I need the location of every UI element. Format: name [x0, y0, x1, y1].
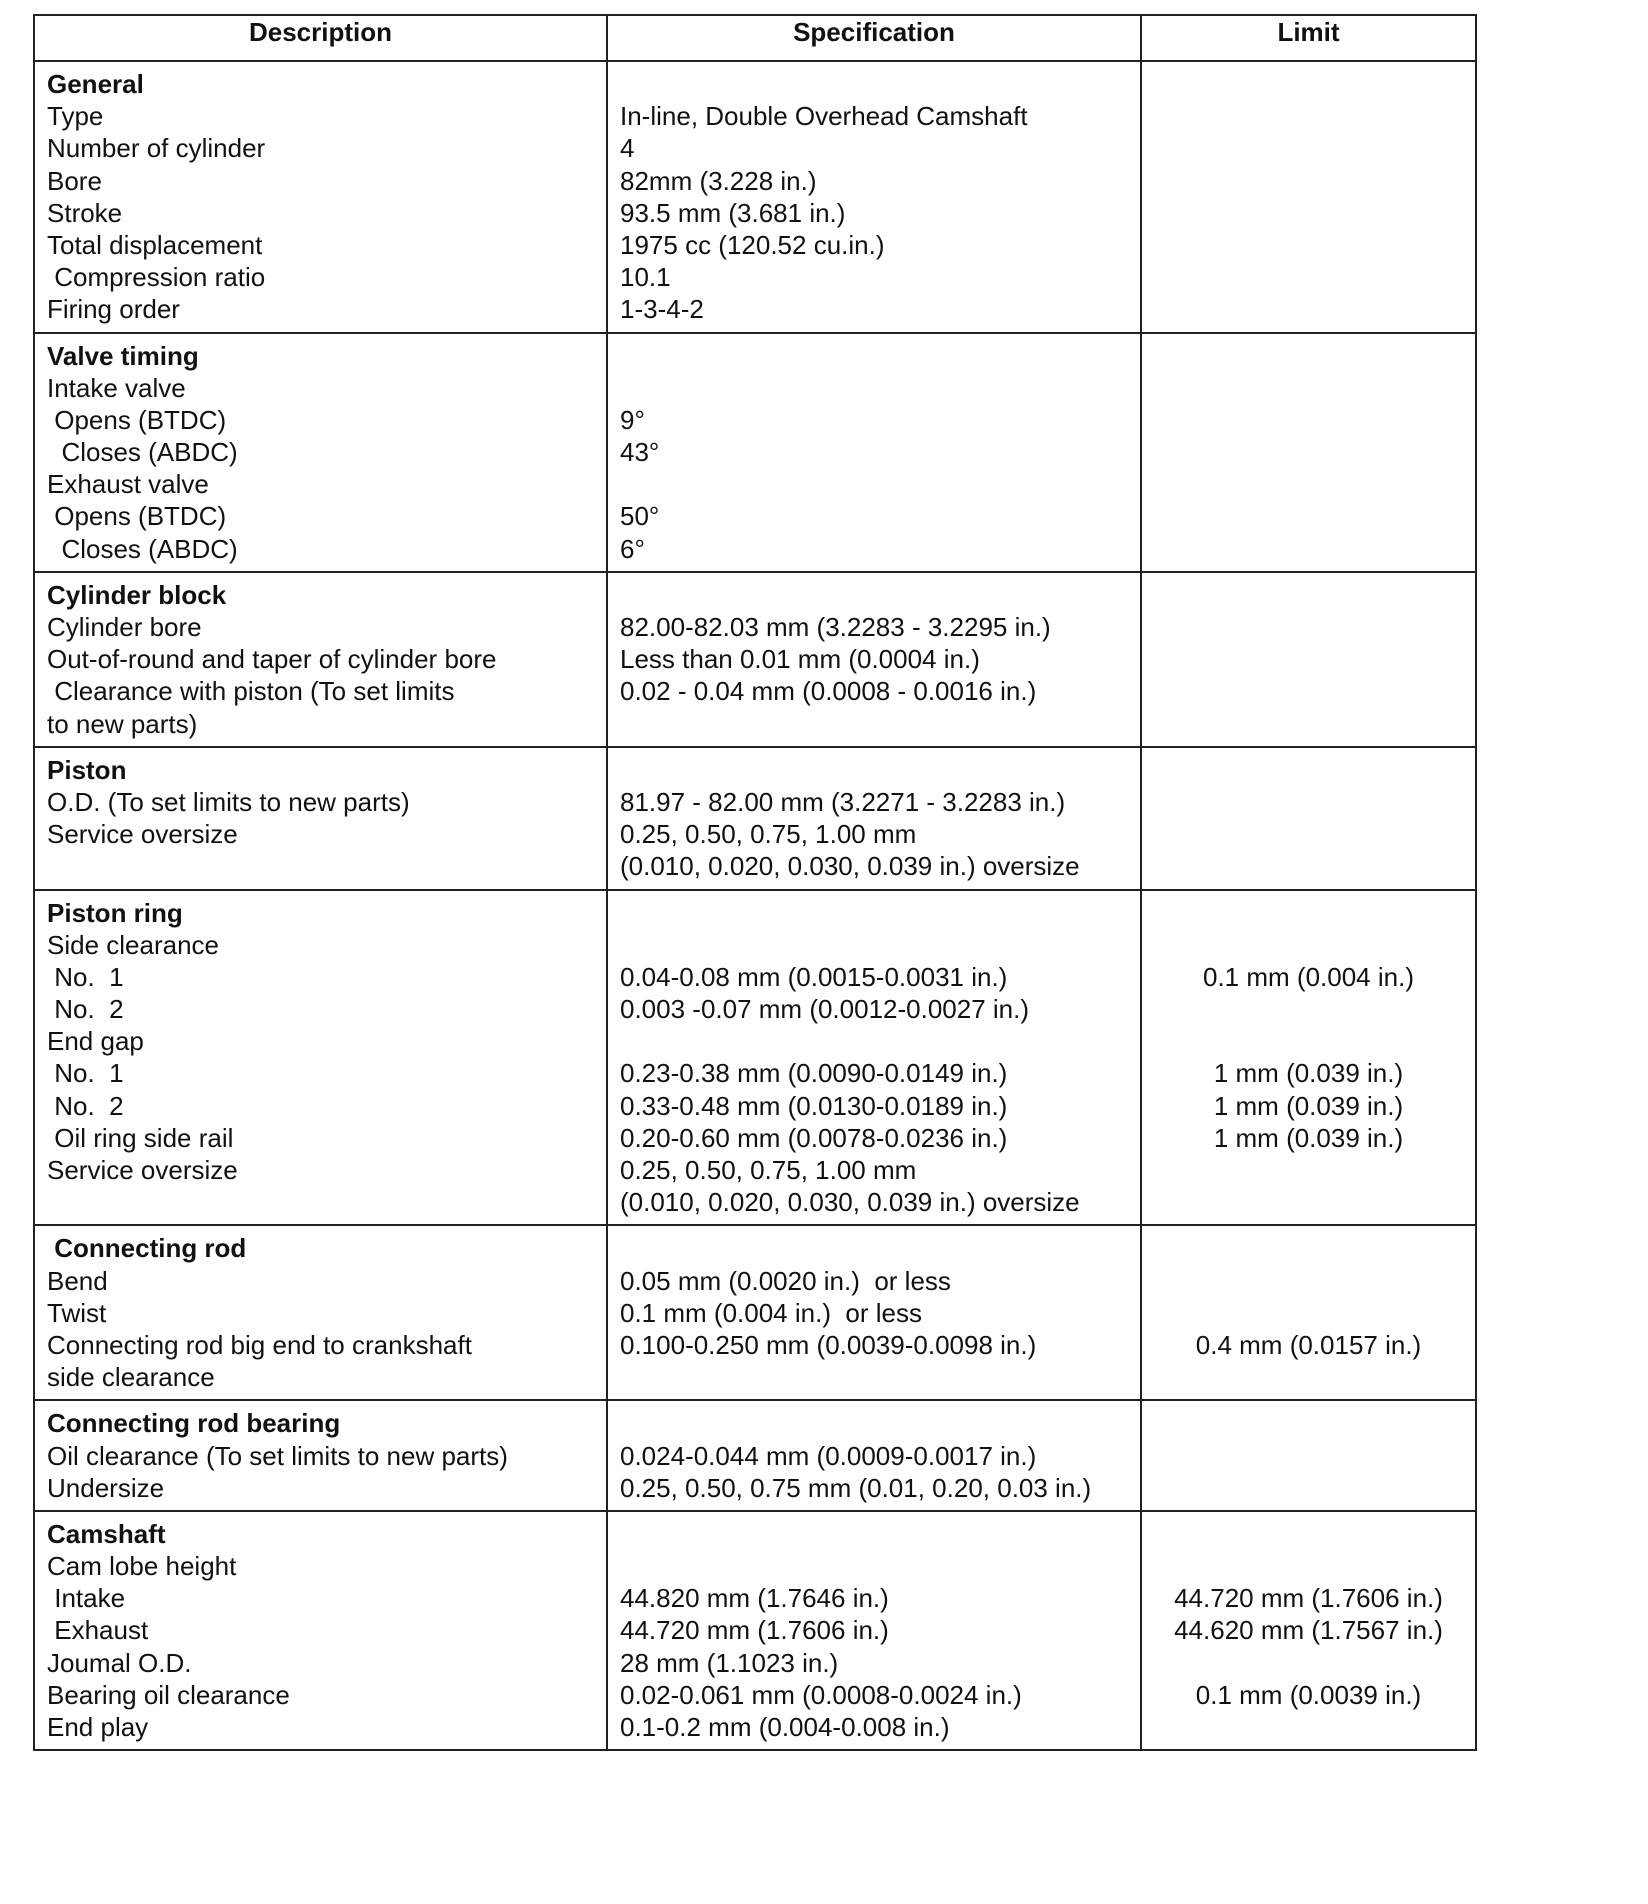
specification-line: 0.25, 0.50, 0.75, 1.00 mm	[620, 819, 917, 850]
limit-line	[1142, 643, 1475, 675]
limit-line	[1142, 533, 1475, 565]
section-heading: Valve timing	[47, 340, 199, 371]
specification-line: 0.02-0.061 mm (0.0008-0.0024 in.)	[620, 1679, 1022, 1710]
description-line: Service oversize	[47, 1155, 238, 1185]
specification-cell	[607, 333, 1141, 572]
description-line	[47, 1186, 606, 1218]
limit-line	[1142, 1440, 1475, 1472]
blank-line	[1142, 340, 1475, 372]
specification-cell	[607, 572, 1141, 747]
blank-line	[620, 1407, 1140, 1439]
description-line: Service oversize	[47, 819, 238, 850]
specification-line: 0.02 - 0.04 mm (0.0008 - 0.0016 in.)	[620, 676, 1037, 707]
limit-line	[1142, 165, 1475, 197]
limit-line	[1142, 100, 1475, 132]
description-line: Opens (BTDC)	[47, 501, 227, 532]
description-line: to new parts)	[47, 708, 198, 739]
limit-cell	[1141, 747, 1476, 890]
blank-line	[1142, 579, 1475, 611]
specification-cell	[607, 1511, 1141, 1750]
description-line: Intake	[47, 1583, 126, 1614]
description-line: Bend	[47, 1265, 108, 1296]
specification-line: 0.1-0.2 mm (0.004-0.008 in.)	[620, 1712, 950, 1742]
limit-line	[1142, 293, 1475, 325]
description-line: Side clearance	[47, 929, 219, 960]
specification-line	[620, 708, 1140, 740]
specification-line: 43°	[620, 437, 660, 468]
description-line: No. 2	[47, 994, 124, 1025]
blank-line	[1142, 1518, 1475, 1550]
specification-cell	[607, 61, 1141, 333]
limit-line	[1142, 132, 1475, 164]
specification-line: 0.25, 0.50, 0.75, 1.00 mm	[620, 1155, 917, 1185]
limit-line: 44.720 mm (1.7606 in.)	[1174, 1583, 1443, 1614]
specification-line: 1975 cc (120.52 cu.in.)	[620, 229, 885, 260]
description-line: Closes (ABDC)	[47, 533, 238, 564]
description-line: Type	[47, 101, 104, 132]
specification-line	[620, 468, 1140, 500]
limit-line	[1142, 993, 1475, 1025]
limit-line	[1142, 708, 1475, 740]
limit-line	[1142, 468, 1475, 500]
description-line: Connecting rod big end to crankshaft	[47, 1329, 472, 1360]
description-line: No. 1	[47, 961, 124, 992]
specification-line: 9°	[620, 404, 645, 435]
description-cell	[34, 890, 607, 1226]
specification-line: Less than 0.01 mm (0.0004 in.)	[620, 644, 980, 675]
limit-line	[1142, 1025, 1475, 1057]
description-line: No. 1	[47, 1058, 124, 1089]
specification-line: 4	[620, 133, 635, 164]
blank-line	[620, 754, 1140, 786]
limit-cell	[1141, 333, 1476, 572]
section-row	[34, 747, 1476, 890]
blank-line	[620, 897, 1140, 929]
description-line: Cylinder bore	[47, 612, 202, 642]
limit-line	[1142, 1186, 1475, 1218]
limit-line: 1 mm (0.039 in.)	[1213, 1090, 1404, 1121]
limit-line	[1142, 1647, 1475, 1679]
blank-line	[1142, 754, 1475, 786]
specification-line: 0.05 mm (0.0020 in.) or less	[620, 1265, 951, 1296]
description-line: Clearance with piston (To set limits	[47, 676, 455, 707]
header-row	[34, 15, 1476, 61]
specification-line: 6°	[620, 533, 645, 564]
section-row	[34, 1511, 1476, 1750]
description-line: Bearing oil clearance	[47, 1679, 290, 1710]
description-line: Joumal O.D.	[47, 1647, 192, 1678]
section-row	[34, 1400, 1476, 1511]
blank-line	[1142, 68, 1475, 100]
limit-line: 0.1 mm (0.004 in.)	[1203, 961, 1414, 992]
specification-cell	[607, 1225, 1141, 1400]
limit-line: 1 mm (0.039 in.)	[1213, 1058, 1404, 1089]
description-line: Bore	[47, 165, 102, 196]
section-row	[34, 333, 1476, 572]
limit-line	[1142, 929, 1475, 961]
specification-line	[620, 1025, 1140, 1057]
specification-line	[620, 1361, 1140, 1393]
limit-line	[1142, 1550, 1475, 1582]
limit-line	[1142, 197, 1475, 229]
limit-line	[1142, 786, 1475, 818]
description-line: side clearance	[47, 1362, 215, 1393]
specification-line: 82.00-82.03 mm (3.2283 - 3.2295 in.)	[620, 612, 1051, 642]
description-cell	[34, 1400, 607, 1511]
specification-line: 0.003 -0.07 mm (0.0012-0.0027 in.)	[620, 994, 1030, 1025]
description-cell	[34, 61, 607, 333]
limit-line	[1142, 500, 1475, 532]
limit-line	[1142, 818, 1475, 850]
limit-line	[1142, 675, 1475, 707]
description-line: Undersize	[47, 1472, 165, 1503]
limit-cell	[1141, 1511, 1476, 1750]
specification-line: 81.97 - 82.00 mm (3.2271 - 3.2283 in.)	[620, 786, 1066, 817]
limit-cell	[1141, 61, 1476, 333]
limit-line: 0.4 mm (0.0157 in.)	[1195, 1329, 1422, 1360]
specification-line	[620, 929, 1140, 961]
blank-line	[1142, 1407, 1475, 1439]
description-line: Stroke	[47, 197, 123, 228]
blank-line	[1142, 897, 1475, 929]
limit-line	[1142, 1472, 1475, 1504]
section-heading: Camshaft	[47, 1518, 166, 1549]
description-line: No. 2	[47, 1090, 124, 1121]
specification-line: 0.33-0.48 mm (0.0130-0.0189 in.)	[620, 1090, 1008, 1121]
limit-line	[1142, 1265, 1475, 1297]
limit-cell	[1141, 572, 1476, 747]
blank-line	[620, 68, 1140, 100]
description-line: Opens (BTDC)	[47, 404, 227, 435]
specification-line: 93.5 mm (3.681 in.)	[620, 197, 846, 228]
limit-line: 0.1 mm (0.0039 in.)	[1195, 1679, 1422, 1710]
description-line: Intake valve	[47, 372, 186, 403]
specification-line: 1-3-4-2	[620, 294, 704, 325]
limit-line	[1142, 850, 1475, 882]
description-line: Out-of-round and taper of cylinder bore	[47, 644, 497, 675]
spec-table	[33, 14, 1477, 1751]
description-line: Cam lobe height	[47, 1551, 237, 1582]
specification-line: 28 mm (1.1023 in.)	[620, 1647, 839, 1678]
blank-line	[620, 340, 1140, 372]
description-line	[47, 850, 606, 882]
description-line: Oil ring side rail	[47, 1122, 234, 1153]
section-row	[34, 572, 1476, 747]
specification-line	[620, 1550, 1140, 1582]
section-row	[34, 1225, 1476, 1400]
description-cell	[34, 1225, 607, 1400]
limit-line	[1142, 436, 1475, 468]
section-heading: Piston	[47, 754, 127, 785]
specification-line: 0.25, 0.50, 0.75 mm (0.01, 0.20, 0.03 in.)	[620, 1472, 1092, 1503]
description-line: Compression ratio	[47, 262, 266, 293]
section-row	[34, 890, 1476, 1226]
description-line: Number of cylinder	[47, 133, 266, 164]
specification-line: (0.010, 0.020, 0.030, 0.039 in.) oversize	[620, 851, 1080, 882]
limit-line: 1 mm (0.039 in.)	[1213, 1122, 1404, 1153]
specification-line: 10.1	[620, 262, 671, 293]
description-line: Exhaust valve	[47, 469, 209, 500]
specification-line: 44.820 mm (1.7646 in.)	[620, 1583, 889, 1614]
limit-line: 44.620 mm (1.7567 in.)	[1174, 1615, 1443, 1646]
specification-cell	[607, 1400, 1141, 1511]
description-line: Closes (ABDC)	[47, 437, 238, 468]
header-description: Description	[34, 15, 607, 61]
section-heading: Connecting rod	[47, 1233, 247, 1264]
specification-line: 50°	[620, 501, 660, 532]
specification-line: (0.010, 0.020, 0.030, 0.039 in.) oversize	[620, 1187, 1080, 1218]
description-cell	[34, 333, 607, 572]
specification-line: 0.024-0.044 mm (0.0009-0.0017 in.)	[620, 1440, 1037, 1471]
specification-line: 0.23-0.38 mm (0.0090-0.0149 in.)	[620, 1058, 1008, 1089]
specification-line: 0.20-0.60 mm (0.0078-0.0236 in.)	[620, 1122, 1008, 1153]
specification-line: 44.720 mm (1.7606 in.)	[620, 1615, 889, 1646]
description-cell	[34, 747, 607, 890]
description-line: Firing order	[47, 294, 180, 325]
description-line: Total displacement	[47, 229, 263, 260]
specification-line: In-line, Double Overhead Camshaft	[620, 101, 1028, 132]
spec-body	[34, 61, 1476, 1750]
specification-cell	[607, 747, 1141, 890]
description-line: Twist	[47, 1297, 107, 1328]
limit-cell	[1141, 890, 1476, 1226]
limit-cell	[1141, 1225, 1476, 1400]
section-heading: Piston ring	[47, 897, 183, 928]
section-heading: Cylinder block	[47, 579, 227, 610]
blank-line	[620, 1518, 1140, 1550]
description-line: O.D. (To set limits to new parts)	[47, 786, 410, 817]
specification-cell	[607, 890, 1141, 1226]
limit-line	[1142, 1154, 1475, 1186]
limit-line	[1142, 1711, 1475, 1743]
description-line: Exhaust	[47, 1615, 149, 1646]
section-heading: Connecting rod bearing	[47, 1408, 341, 1439]
blank-line	[620, 1232, 1140, 1264]
limit-line	[1142, 611, 1475, 643]
limit-line	[1142, 229, 1475, 261]
limit-line	[1142, 261, 1475, 293]
blank-line	[1142, 1232, 1475, 1264]
specification-line: 0.100-0.250 mm (0.0039-0.0098 in.)	[620, 1329, 1037, 1360]
specification-line: 0.1 mm (0.004 in.) or less	[620, 1297, 922, 1328]
description-cell	[34, 1511, 607, 1750]
header-limit: Limit	[1141, 15, 1476, 61]
section-heading: General	[47, 69, 144, 99]
limit-cell	[1141, 1400, 1476, 1511]
limit-line	[1142, 404, 1475, 436]
header-specification: Specification	[607, 15, 1141, 61]
limit-line	[1142, 372, 1475, 404]
specification-line: 82mm (3.228 in.)	[620, 165, 817, 196]
section-row	[34, 61, 1476, 333]
limit-line	[1142, 1361, 1475, 1393]
limit-line	[1142, 1297, 1475, 1329]
specification-line: 0.04-0.08 mm (0.0015-0.0031 in.)	[620, 961, 1008, 992]
description-line: Oil clearance (To set limits to new parts)	[47, 1440, 508, 1471]
description-line: End play	[47, 1712, 149, 1742]
description-line: End gap	[47, 1026, 144, 1057]
specification-line	[620, 372, 1140, 404]
blank-line	[620, 579, 1140, 611]
description-cell	[34, 572, 607, 747]
